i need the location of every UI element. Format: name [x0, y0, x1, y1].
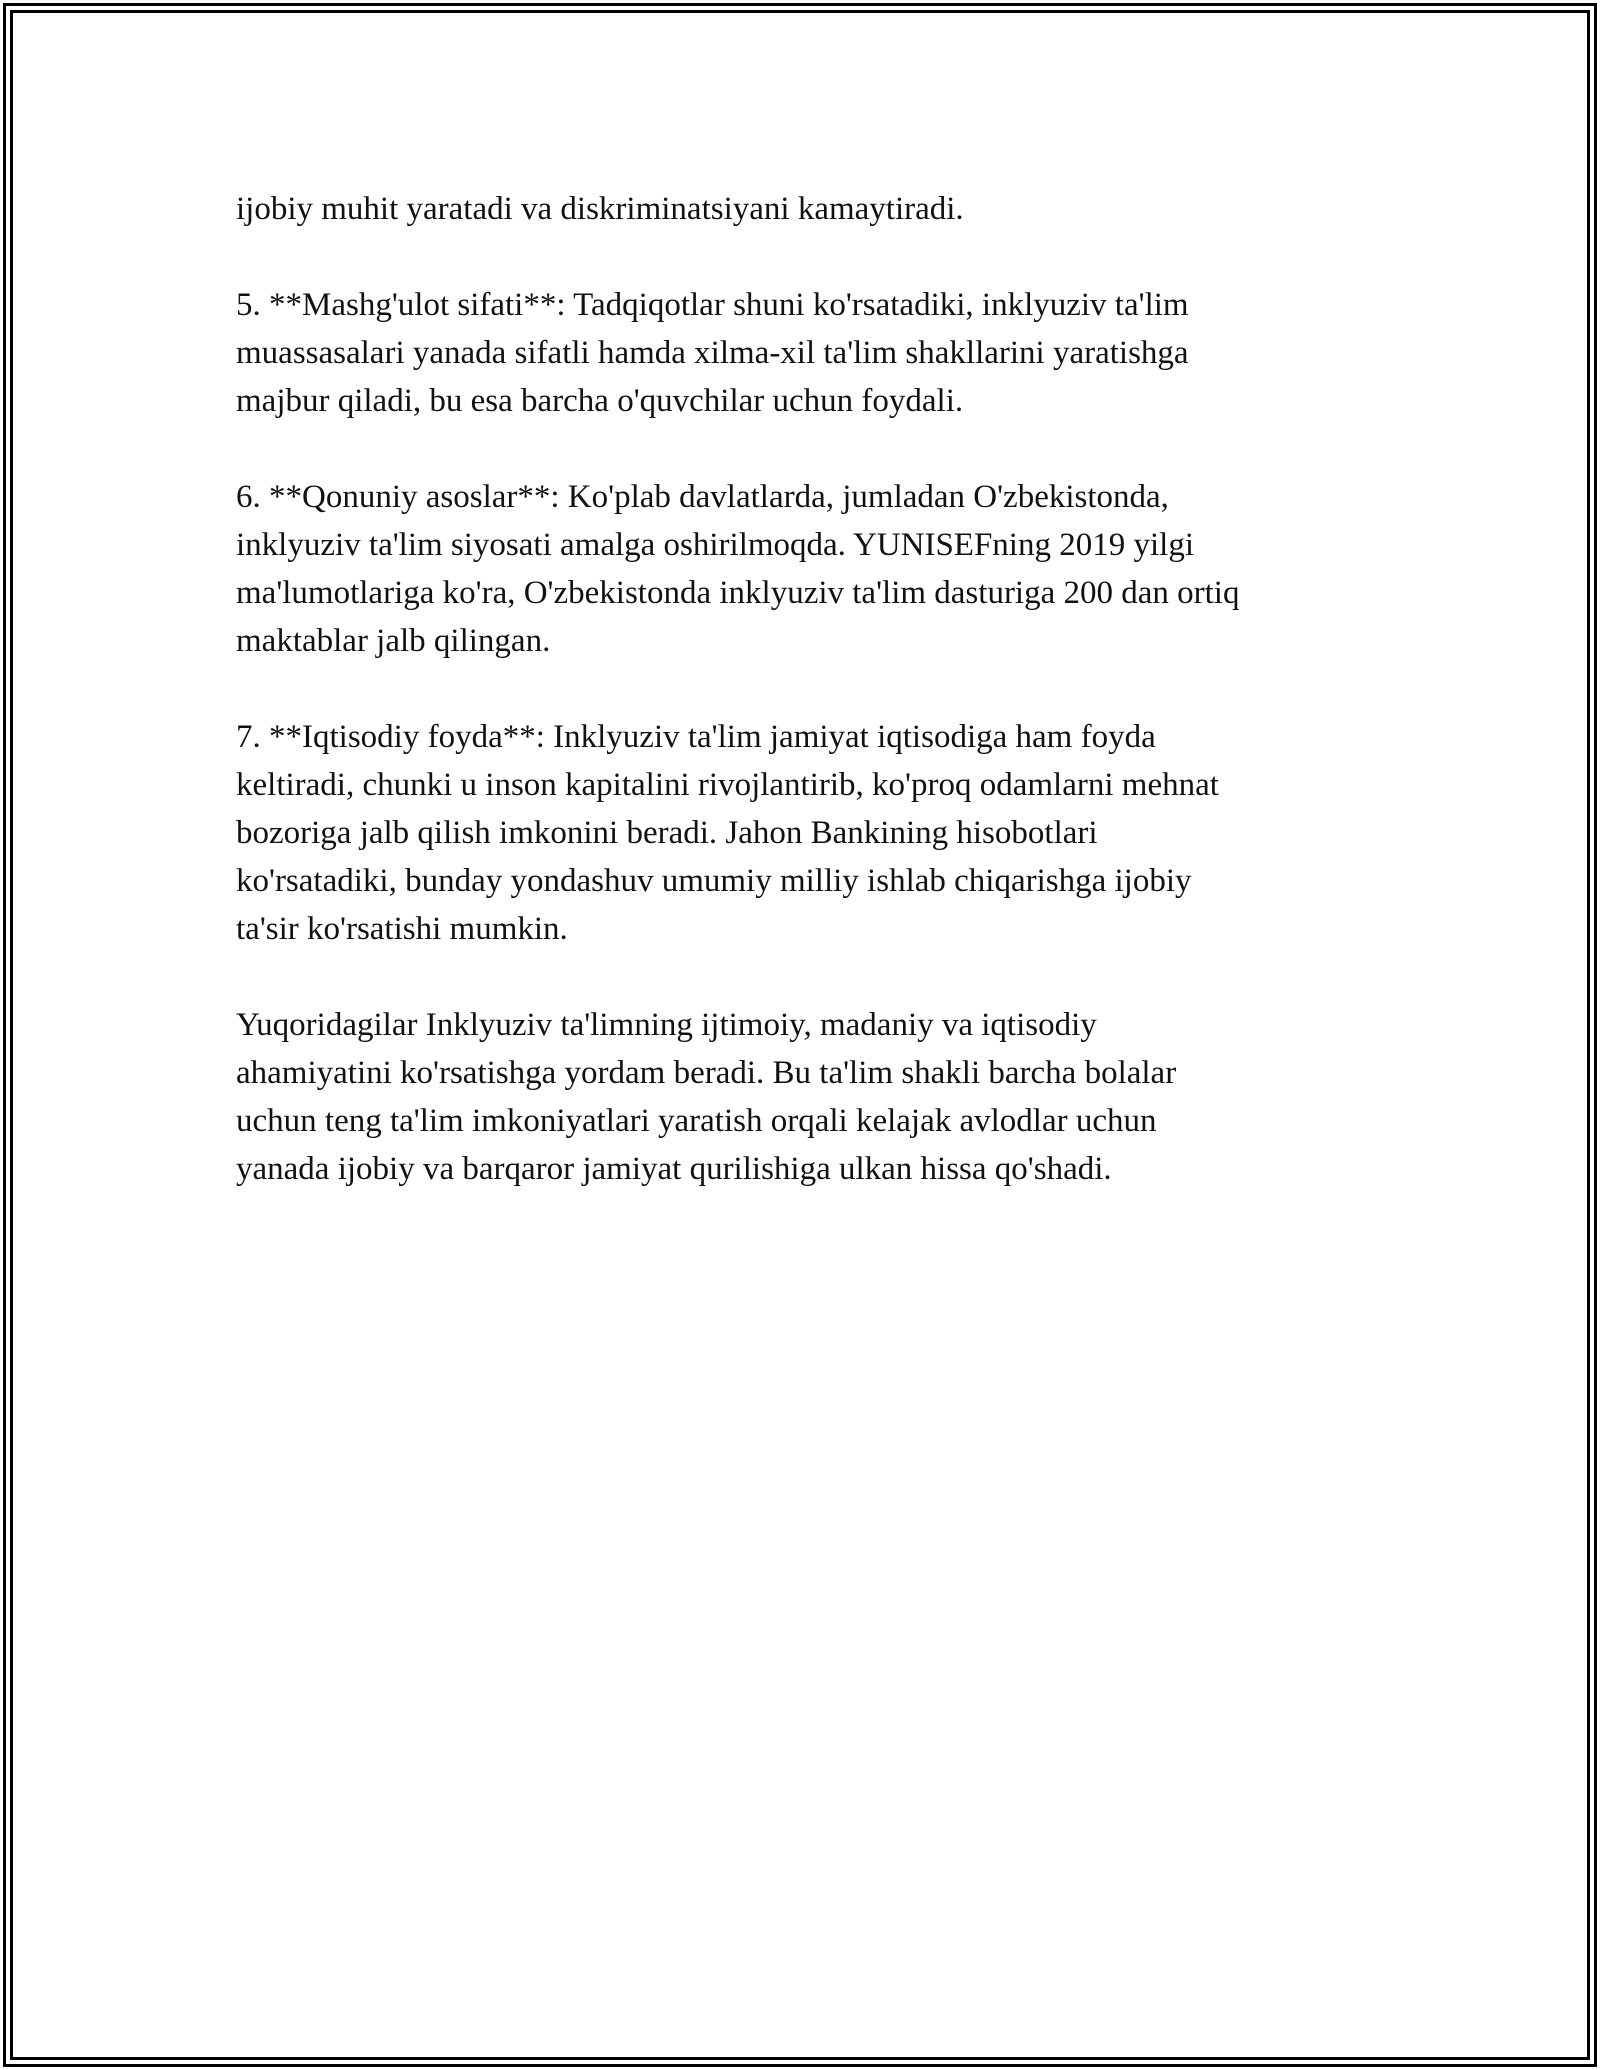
paragraph-conclusion: [236, 1001, 1416, 1193]
text-line: bozoriga jalb qilish imkonini beradi. Jahon Bankining hisobotlari: [236, 815, 1098, 851]
text-line: ma'lumotlariga ko'ra, O'zbekistonda inklyuziv ta'lim dasturiga 200 dan ortiq: [236, 575, 1240, 611]
paragraph-item-7: [236, 713, 1416, 953]
text-line: inklyuziv ta'lim siyosati amalga oshirilmoqda. YUNISEFning 2019 yilgi: [236, 527, 1194, 563]
text-line: ijobiy muhit yaratadi va diskriminatsiyani kamaytiradi.: [236, 191, 964, 227]
paragraph-item-5: [236, 281, 1416, 425]
text-line: ahamiyatini ko'rsatishga yordam beradi. Bu ta'lim shakli barcha bolalar: [236, 1055, 1177, 1091]
text-line: muassasalari yanada sifatli hamda xilma-xil ta'lim shakllarini yaratishga: [236, 335, 1189, 371]
text-line: 5. **Mashg'ulot sifati**: Tadqiqotlar shuni ko'rsatadiki, inklyuziv ta'lim: [236, 287, 1189, 323]
text-line: Yuqoridagilar Inklyuziv ta'limning ijtimoiy, madaniy va iqtisodiy: [236, 1007, 1097, 1043]
paragraph-continuation: [236, 185, 1416, 233]
document-body: [236, 185, 1416, 1241]
text-line: majbur qiladi, bu esa barcha o'quvchilar uchun foydali.: [236, 383, 964, 419]
text-line: ta'sir ko'rsatishi mumkin.: [236, 911, 568, 947]
paragraph-item-6: [236, 473, 1416, 665]
text-line: 7. **Iqtisodiy foyda**: Inklyuziv ta'lim jamiyat iqtisodiga ham foyda: [236, 719, 1156, 755]
text-line: ko'rsatadiki, bunday yondashuv umumiy milliy ishlab chiqarishga ijobiy: [236, 863, 1192, 899]
text-line: uchun teng ta'lim imkoniyatlari yaratish orqali kelajak avlodlar uchun: [236, 1103, 1157, 1139]
text-line: yanada ijobiy va barqaror jamiyat qurilishiga ulkan hissa qo'shadi.: [236, 1151, 1112, 1187]
text-line: keltiradi, chunki u inson kapitalini rivojlantirib, ko'proq odamlarni mehnat: [236, 767, 1219, 803]
text-line: maktablar jalb qilingan.: [236, 623, 551, 659]
text-line: 6. **Qonuniy asoslar**: Ko'plab davlatlarda, jumladan O'zbekistonda,: [236, 479, 1169, 515]
